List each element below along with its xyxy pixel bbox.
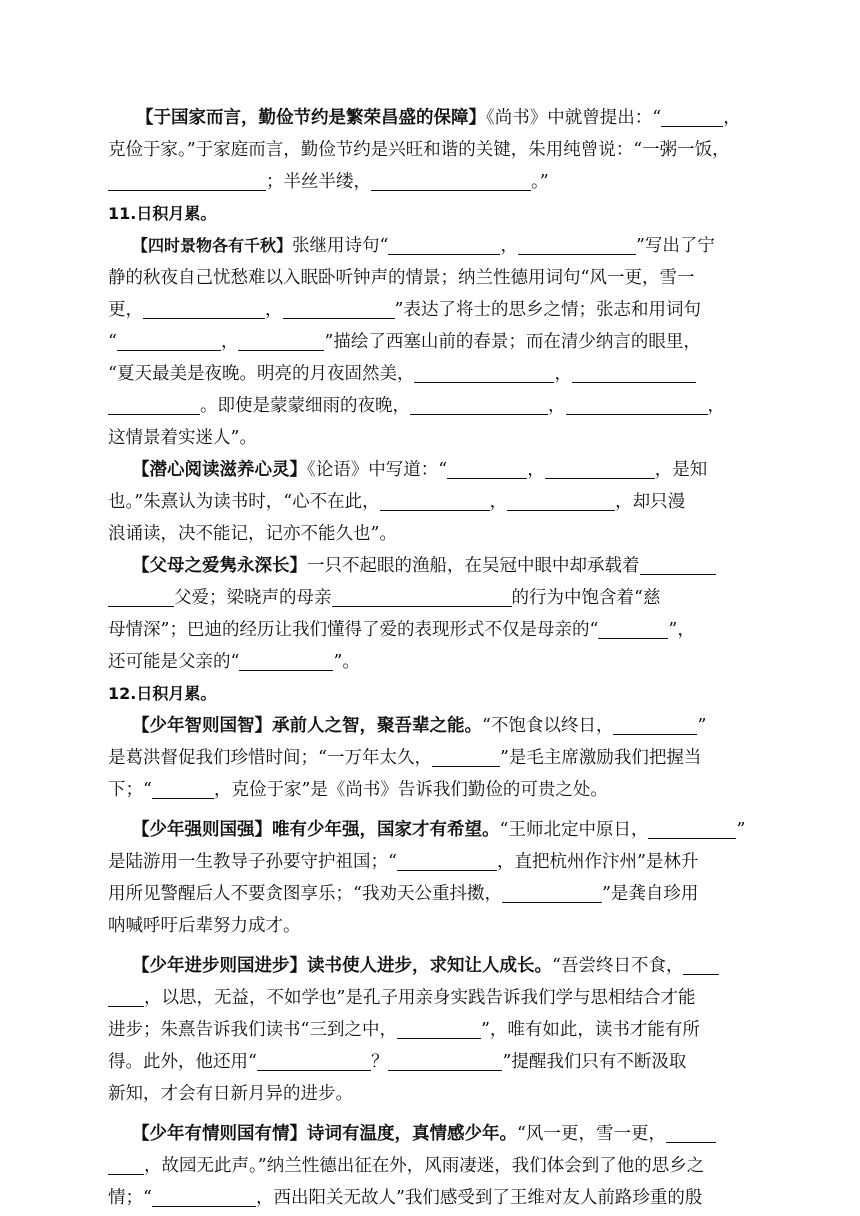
blank[interactable] <box>410 394 548 415</box>
blank[interactable] <box>239 650 333 671</box>
blank[interactable] <box>143 298 265 319</box>
blank[interactable] <box>388 1050 502 1071</box>
blank[interactable] <box>683 954 719 975</box>
blank[interactable] <box>598 618 668 639</box>
blank[interactable] <box>108 394 200 415</box>
p4-line1: 【父母之爱隽永深长】一只不起眼的渔船，在吴冠中眼中却承载着 <box>132 550 716 582</box>
p5-tag: 【少年智则国智】承前人之智，聚吾辈之能。 <box>132 716 482 736</box>
p7-line4: 得。此外，他还用“ ？ ”提醒我们只有不断汲取 <box>108 1052 687 1072</box>
p7-line3: 进步；朱熹告诉我们读书“三到之中， ”，唯有如此，读书才能有所 <box>108 1020 700 1040</box>
blank[interactable] <box>108 586 174 607</box>
p3-line1: 【潜心阅读滋养心灵】《论语》中写道：“ ， ，是知 <box>132 460 708 480</box>
blank[interactable] <box>432 746 500 767</box>
p7-tag: 【少年进步则国进步】读书使人进步，求知让人成长。 <box>132 956 552 976</box>
p5-line1: 【少年智则国智】承前人之智，聚吾辈之能。“不饱食以终日， ” <box>132 716 707 736</box>
p4-tag: 【父母之爱隽永深长】 <box>132 556 307 576</box>
p1-line2: 克俭于家。”于家庭而言，勤俭节约是兴旺和谐的关键，朱用纯曾说：“一粥一饭， <box>108 140 730 160</box>
p1-line3: ；半丝半缕， 。” <box>108 166 549 198</box>
blank[interactable] <box>502 882 602 903</box>
p2-line1: 【四时景物各有千秋】张继用诗句“ ， ”写出了宁 <box>132 236 715 256</box>
p4-line4: 还可能是父亲的“ ”。 <box>108 652 360 672</box>
blank[interactable] <box>283 298 395 319</box>
p7-line2: ，以思，无益，不如学也”是孔子用亲身实践告诉我们学与思相结合才能 <box>108 982 695 1014</box>
p8-line3: 情；“ ，西出阳关无故人”我们感受到了王维对友人前路珍重的殷 <box>108 1188 703 1208</box>
p2-tag: 【四时景物各有千秋】 <box>132 236 293 255</box>
blank[interactable] <box>447 458 527 479</box>
p6-line4: 呐喊呼吁后辈努力成才。 <box>108 916 301 936</box>
blank[interactable] <box>380 490 490 511</box>
blank[interactable] <box>613 714 697 735</box>
blank[interactable] <box>332 586 512 607</box>
blank[interactable] <box>152 778 214 799</box>
p7-line1: 【少年进步则国进步】读书使人进步，求知让人成长。“吾尝终日不食， <box>132 950 719 982</box>
blank[interactable] <box>397 850 497 871</box>
p7-line5: 新知，才会有日新月异的进步。 <box>108 1084 353 1104</box>
blank[interactable] <box>545 458 655 479</box>
blank[interactable] <box>572 362 696 383</box>
p3-line3: 浪诵读，决不能记，记亦不能久也”。 <box>108 524 397 544</box>
blank[interactable] <box>414 362 554 383</box>
p2-line7: 这情景着实迷人”。 <box>108 428 257 448</box>
blank[interactable] <box>108 1154 144 1175</box>
blank[interactable] <box>117 330 221 351</box>
p8-tag: 【少年有情则国有情】诗词有温度，真情感少年。 <box>132 1124 517 1144</box>
p6-line1: 【少年强则国强】唯有少年强，国家才有希望。“王师北定中原日， ” <box>132 820 746 840</box>
p4-line3: 母情深”；巴迪的经历让我们懂得了爱的表现形式不仅是母亲的“ ”， <box>108 620 695 640</box>
blank[interactable] <box>388 234 500 255</box>
blank[interactable] <box>518 234 636 255</box>
blank[interactable] <box>108 986 144 1007</box>
p2-line2: 静的秋夜自己忧愁难以入眠卧听钟声的情景；纳兰性德用词句“风一更，雪一 <box>108 268 695 288</box>
blank[interactable] <box>640 554 716 575</box>
p8-line1: 【少年有情则国有情】诗词有温度，真情感少年。“风一更，雪一更， <box>132 1118 716 1150</box>
blank[interactable] <box>257 1050 371 1071</box>
blank[interactable] <box>238 330 324 351</box>
p2-line6: 。即使是蒙蒙细雨的夜晚， ， ， <box>108 390 725 422</box>
p1-tag: 【于国家而言，勤俭节约是繁荣昌盛的保障】 <box>136 108 486 128</box>
question-11-heading: 11.日积月累。 <box>108 204 217 223</box>
blank[interactable] <box>507 490 615 511</box>
blank[interactable] <box>661 106 723 127</box>
p6-line3: 用所见警醒后人不要贪图享乐；“我劝天公重抖擞， ”是龚自珍用 <box>108 884 699 904</box>
p5-line2: 是葛洪督促我们珍惜时间；“一万年太久， ”是毛主席激励我们把握当 <box>108 748 702 768</box>
p3-tag: 【潜心阅读滋养心灵】 <box>132 460 307 480</box>
p2-line3: 更， ， ”表达了将士的思乡之情；张志和用词句 <box>108 300 701 320</box>
p6-line2: 是陆游用一生教导子孙要守护祖国；“ ，直把杭州作汴州”是林升 <box>108 852 699 872</box>
blank[interactable] <box>566 394 708 415</box>
p2-line4: “ ， ”描绘了西塞山前的春景；而在清少纳言的眼里， <box>108 332 701 352</box>
p3-line2: 也。”朱熹认为读书时，“心不在此， ， ，却只漫 <box>108 492 686 512</box>
blank[interactable] <box>108 170 266 191</box>
p2-line5: “夏天最美是夜晚。明亮的月夜固然美， ， <box>108 358 696 390</box>
p1-line1: 【于国家而言，勤俭节约是繁荣昌盛的保障】《尚书》中就曾提出：“ ， <box>136 108 741 128</box>
p5-line3: 下；“ ，克俭于家”是《尚书》告诉我们勤俭的可贵之处。 <box>108 780 608 800</box>
blank[interactable] <box>397 1018 481 1039</box>
p6-tag: 【少年强则国强】唯有少年强，国家才有希望。 <box>132 820 500 840</box>
p4-line2: 父爱；梁晓声的母亲 的行为中饱含着“慈 <box>108 582 660 614</box>
blank[interactable] <box>152 1186 256 1207</box>
blank[interactable] <box>371 170 531 191</box>
p8-line2: ，故园无此声。”纳兰性德出征在外，风雨凄迷，我们体会到了他的思乡之 <box>108 1150 704 1182</box>
blank[interactable] <box>666 1122 716 1143</box>
blank[interactable] <box>648 818 736 839</box>
question-12-heading: 12.日积月累。 <box>108 684 217 703</box>
